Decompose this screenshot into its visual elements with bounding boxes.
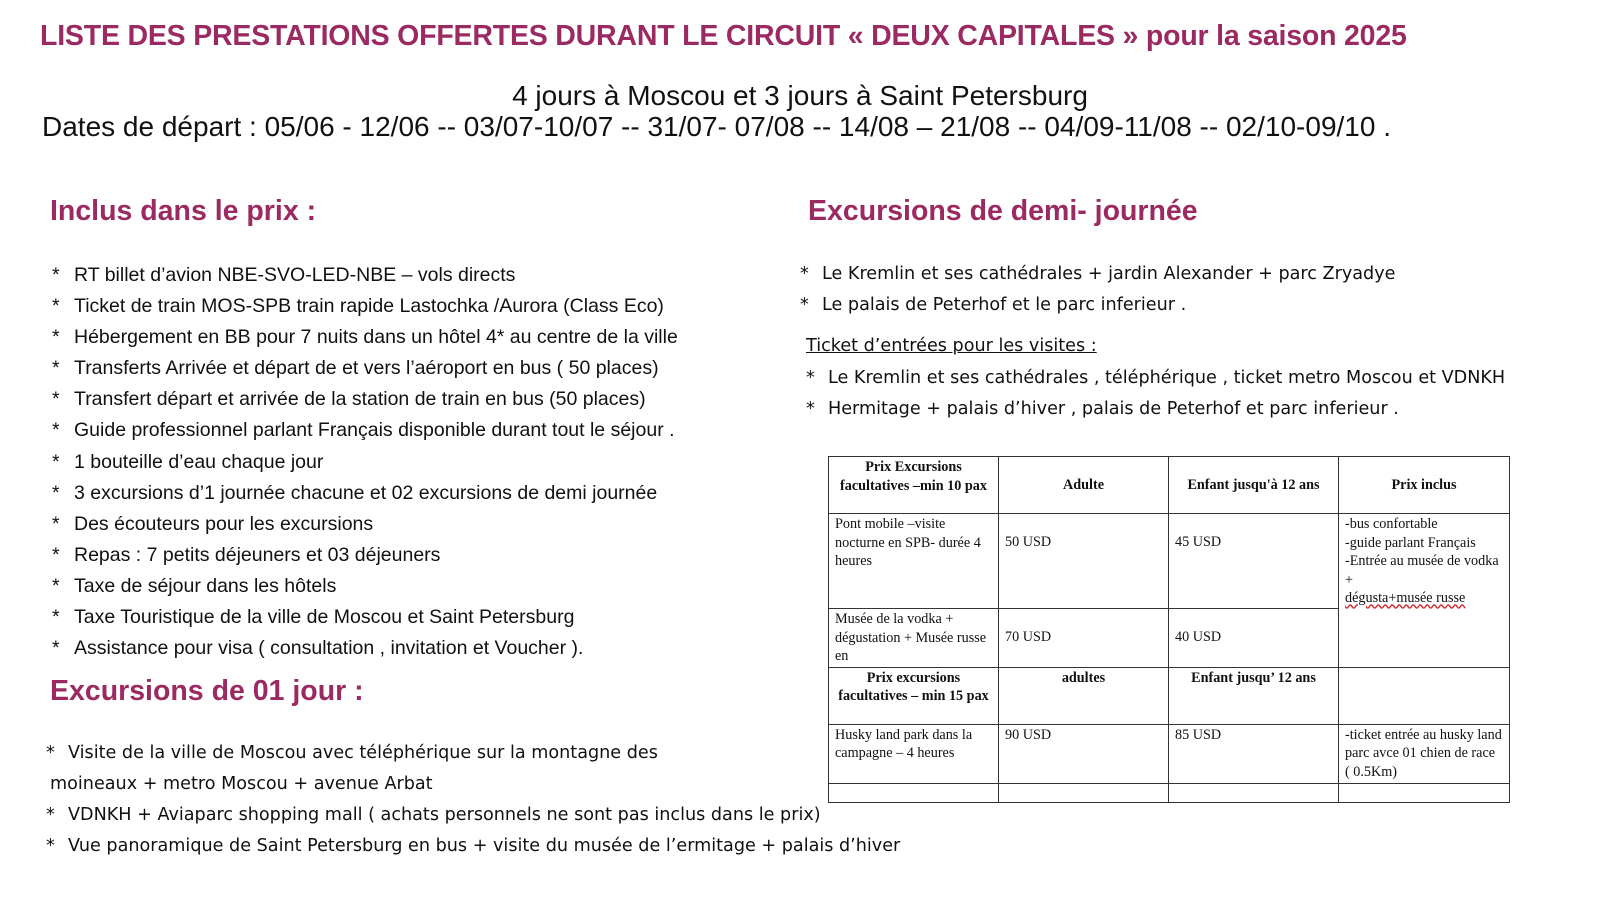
- departure-dates: Dates de départ : 05/06 - 12/06 -- 03/07-10/07 -- 31/07- 07/08 -- 14/08 – 21/08 -- 04/09-11/08 -- 02/10-09/10 .: [42, 111, 1392, 142]
- table-cell: 40 USD: [1169, 609, 1339, 668]
- subtitle: 4 jours à Moscou et 3 jours à Saint Petersburg: [512, 80, 1088, 111]
- list-item: * Des écouteurs pour les excursions: [52, 512, 678, 543]
- included-list: [52, 263, 678, 667]
- list-item: * Taxe de séjour dans les hôtels: [52, 574, 678, 605]
- table-cell: -ticket entrée au husky land parc avce 01 chien de race ( 0.5Km): [1339, 724, 1510, 783]
- table-cell: 85 USD: [1169, 724, 1339, 783]
- table-header-cell: Adulte: [999, 457, 1169, 514]
- table-row-empty: [829, 783, 1510, 802]
- table-cell-empty: [1339, 667, 1510, 724]
- list-item: * Visite de la ville de Moscou avec téléphérique sur la montagne des: [46, 738, 900, 769]
- tickets-list: [806, 366, 1505, 428]
- included-line: -bus confortable: [1345, 516, 1438, 532]
- list-item: * Repas : 7 petits déjeuners et 03 déjeuners: [52, 543, 678, 574]
- table-header-cell: Prix excursions facultatives – min 15 pax: [829, 667, 999, 724]
- table-cell-empty: [1169, 783, 1339, 802]
- table-row: [829, 514, 1510, 609]
- half-day-list: [800, 262, 1395, 324]
- table-header-cell: Prix Excursions facultatives –min 10 pax: [829, 457, 999, 514]
- list-item: * Le palais de Peterhof et le parc inferieur .: [800, 293, 1395, 324]
- full-day-heading: Excursions de 01 jour :: [50, 675, 364, 707]
- price-table: [828, 456, 1510, 803]
- included-heading: Inclus dans le prix :: [50, 195, 317, 227]
- list-item: * Assistance pour visa ( consultation , invitation et Voucher ).: [52, 636, 678, 667]
- list-item: * Hermitage + palais d’hiver , palais de Peterhof et parc inferieur .: [806, 397, 1505, 428]
- list-item: * 1 bouteille d’eau chaque jour: [52, 450, 678, 481]
- list-item: * Transferts Arrivée et départ de et vers l’aéroport en bus ( 50 places): [52, 356, 678, 387]
- table-cell-empty: [1339, 783, 1510, 802]
- list-item: * RT billet d’avion NBE-SVO-LED-NBE – vols directs: [52, 263, 678, 294]
- included-line: dégusta+musée russe: [1345, 590, 1466, 607]
- list-item: * 3 excursions d’1 journée chacune et 02 excursions de demi journée: [52, 481, 678, 512]
- half-day-heading: Excursions de demi- journée: [808, 195, 1198, 227]
- table-header-cell: Enfant jusqu’ 12 ans: [1169, 667, 1339, 724]
- tickets-heading: Ticket d’entrées pour les visites :: [806, 336, 1097, 356]
- included-line: -guide parlant Français: [1345, 534, 1476, 551]
- table-header-cell: Enfant jusqu'à 12 ans: [1169, 457, 1339, 514]
- table-cell: 45 USD: [1169, 514, 1339, 609]
- list-item: * Vue panoramique de Saint Petersburg en bus + visite du musée de l’ermitage + palais d’hiver: [46, 831, 900, 862]
- table-cell-empty: [829, 783, 999, 802]
- list-item: * Le Kremlin et ses cathédrales , téléphérique , ticket metro Moscou et VDNKH: [806, 366, 1505, 397]
- table-cell: 70 USD: [999, 609, 1169, 668]
- page-title: LISTE DES PRESTATIONS OFFERTES DURANT LE CIRCUIT « DEUX CAPITALES » pour la saison 2025: [40, 20, 1407, 52]
- table-cell: Husky land park dans la campagne – 4 heures: [829, 724, 999, 783]
- table-header-cell: adultes: [999, 667, 1169, 724]
- table-row: [829, 724, 1510, 783]
- list-item-continuation: moineaux + metro Moscou + avenue Arbat: [50, 774, 433, 794]
- included-line: -Entrée au musée de vodka +: [1345, 553, 1499, 588]
- table-cell-empty: [999, 783, 1169, 802]
- full-day-list: [46, 738, 900, 862]
- list-item: * Le Kremlin et ses cathédrales + jardin Alexander + parc Zryadye: [800, 262, 1395, 293]
- table-header-row: [829, 457, 1510, 514]
- list-item: * VDNKH + Aviaparc shopping mall ( achats personnels ne sont pas inclus dans le prix): [46, 800, 900, 831]
- table-cell: 50 USD: [999, 514, 1169, 609]
- list-item: * Guide professionnel parlant Français disponible durant tout le séjour .: [52, 418, 678, 449]
- table-cell: Pont mobile –visite nocturne en SPB- durée 4 heures: [829, 514, 999, 609]
- included-services-cell: [1339, 514, 1510, 668]
- list-item: * Ticket de train MOS-SPB train rapide Lastochka /Aurora (Class Eco): [52, 294, 678, 325]
- list-item: * Transfert départ et arrivée de la station de train en bus (50 places): [52, 387, 678, 418]
- list-item: * Taxe Touristique de la ville de Moscou et Saint Petersburg: [52, 605, 678, 636]
- table-header-cell: Prix inclus: [1339, 457, 1510, 514]
- table-cell: 90 USD: [999, 724, 1169, 783]
- table-header-row: [829, 667, 1510, 724]
- table-cell: Musée de la vodka + dégustation + Musée russe en: [829, 609, 999, 668]
- list-item: * Hébergement en BB pour 7 nuits dans un hôtel 4* au centre de la ville: [52, 325, 678, 356]
